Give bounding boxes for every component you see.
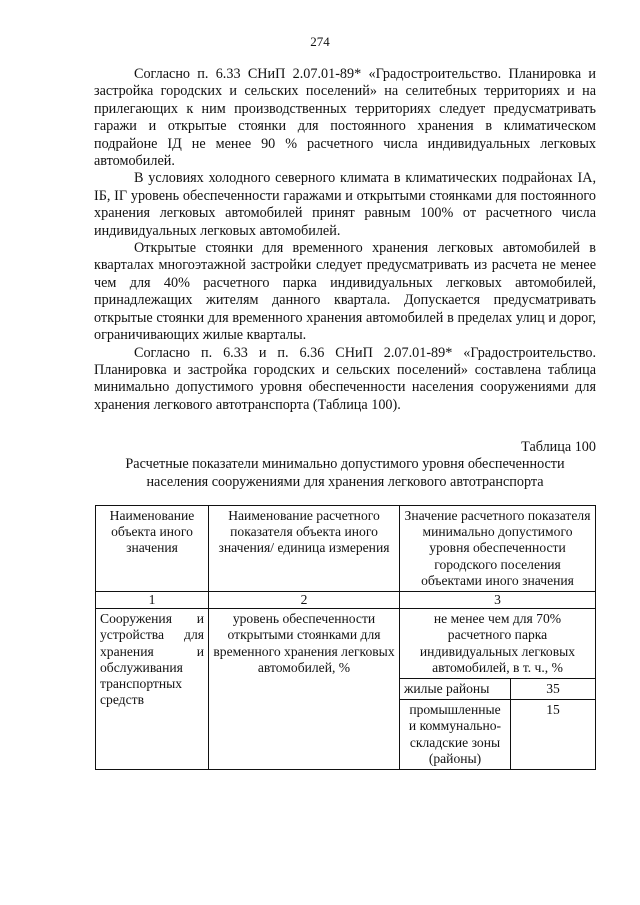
paragraph-1: Согласно п. 6.33 СНиП 2.07.01-89* «Градостроительство. Планировка и застройка городских и сельских поселений» на селитебных территориях и на прилегающих к ним производственных территориях следует предусматривать гаражи и открытые стоянки для постоянного хранения в климатическом подрайоне IД не менее 90 % расчетного числа индивидуальных легковых автомобилей. (94, 66, 596, 170)
column-number-row (96, 592, 596, 609)
subrow-value-residential: 35 (511, 679, 596, 700)
column-number-1: 1 (96, 592, 209, 609)
paragraph-4: Согласно п. 6.33 и п. 6.36 СНиП 2.07.01-89* «Градостроительство. Планировка и застройка городских и сельских поселений» составлена таблица минимально допустимого уровня обеспеченности населения сооружениями для хранения легкового автотранспорта (Таблица 100). (94, 344, 596, 413)
header-object-name: Наименование объекта иного значения (96, 506, 209, 592)
subrow-label-industrial: промышленные и коммунально-складские зоны (районы) (400, 700, 511, 770)
cell-value-header: не менее чем для 70% расчетного парка индивидуальных легковых автомобилей, в т. ч., % (400, 609, 596, 679)
page-number: 274 (310, 34, 330, 49)
table-title: Расчетные показатели минимально допустимого уровня обеспеченности населения сооружениями для хранения легкового автотранспорта (125, 456, 565, 490)
header-indicator-value: Значение расчетного показателя минимально допустимого уровня обеспеченности городского поселения объектами иного значения (400, 506, 596, 592)
body-text (94, 66, 596, 414)
column-number-3: 3 (400, 592, 596, 609)
paragraph-2: В условиях холодного северного климата в климатических подрайонах IА, IБ, IГ уровень обеспеченности гаражами и открытыми стоянками для постоянного хранения легковых автомобилей принят равным 100% от расчетного числа индивидуальных легковых автомобилей. (94, 170, 596, 239)
subrow-label-residential: жилые районы (400, 679, 511, 700)
paragraph-3: Открытые стоянки для временного хранения легковых автомобилей в кварталах многоэтажной застройки следует предусматривать из расчета не менее чем для 40% расчетного парка индивидуальных легковых автомобилей, принадлежащих жителям данного квартала. Допускается предусматривать открытые стоянки для временного хранения автомобилей в пределах улиц и дорог, ограничивающих жилые кварталы. (94, 240, 596, 344)
subrow-value-industrial: 15 (511, 700, 596, 770)
column-number-2: 2 (209, 592, 400, 609)
table-caption (94, 439, 596, 491)
cell-indicator: уровень обеспеченности открытыми стоянками для временного хранения легковых автомобилей, % (209, 609, 400, 770)
standards-table (95, 505, 596, 770)
cell-object: Сооружения и устройства для хранения и обслуживания транспортных средств (96, 609, 209, 770)
table-header-row (96, 506, 596, 592)
header-indicator-name: Наименование расчетного показателя объекта иного значения/ единица измерения (209, 506, 400, 592)
table-row (96, 609, 596, 679)
table-number: Таблица 100 (521, 439, 596, 455)
